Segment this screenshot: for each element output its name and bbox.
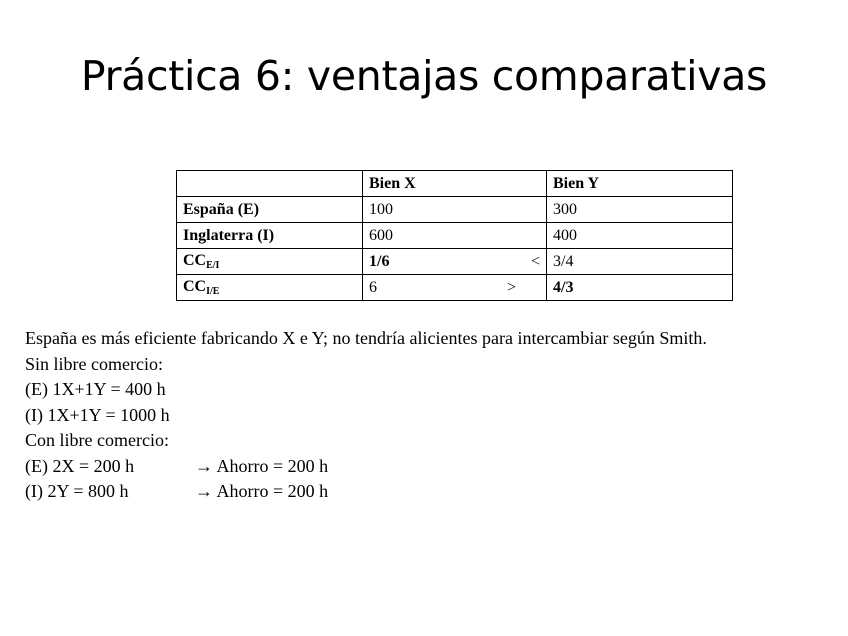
cell-value: 100 — [363, 197, 547, 223]
cell-value: 3/4 — [547, 249, 733, 275]
subscript: I/E — [206, 286, 220, 297]
cell-value: 400 — [547, 223, 733, 249]
arrow-icon: → — [195, 455, 213, 476]
comparison-sign: > — [506, 278, 516, 296]
row-label: $CC_{I/E}$ — [177, 275, 363, 301]
savings: Ahorro = 200 h — [216, 481, 329, 501]
cell-value — [363, 249, 547, 275]
row-label: Inglaterra (I) — [177, 223, 363, 249]
text-line: (E) 1X+1Y = 400 h — [25, 379, 166, 399]
header-cell-bien-y: Bien Y — [547, 171, 733, 197]
table-row-cc-ie — [177, 275, 733, 301]
header-cell-empty — [177, 171, 363, 197]
text-line: España es más eficiente fabricando X e Y; no tendría alicientes para intercambiar según Smith. — [25, 328, 707, 348]
cell-value: 600 — [363, 223, 547, 249]
table-row-espana — [177, 197, 733, 223]
row-label: $CC_{E/I}$ — [177, 249, 363, 275]
slide-title: Práctica 6: ventajas comparativas — [80, 52, 768, 100]
text-line: Con libre comercio: — [25, 430, 169, 450]
header-cell-bien-x: Bien X — [363, 171, 547, 197]
text-line — [25, 479, 840, 505]
cc-value: 1/6 — [369, 252, 390, 270]
savings: Ahorro = 200 h — [216, 455, 329, 476]
cell-value: 4/3 — [547, 275, 733, 301]
table-row-inglaterra — [177, 223, 733, 249]
table-row-cc-ei — [177, 249, 733, 275]
cell-value: 300 — [547, 197, 733, 223]
table-header-row — [177, 171, 733, 197]
text-line: (I) 1X+1Y = 1000 h — [25, 404, 170, 425]
equation: (E) 2X = 200 h — [25, 455, 135, 476]
equation: (I) 2Y = 800 h — [25, 481, 129, 501]
cell-value — [363, 275, 547, 301]
explanation-text — [25, 326, 840, 505]
cc-value: 6 — [369, 278, 377, 296]
subscript: E/I — [206, 260, 220, 271]
comparison-sign: < — [530, 252, 540, 270]
text-line — [25, 454, 840, 480]
arrow-icon: → — [195, 481, 213, 501]
text-line: Sin libre comercio: — [25, 353, 163, 374]
comparative-cost-table — [176, 170, 733, 301]
row-label: España (E) — [177, 197, 363, 223]
